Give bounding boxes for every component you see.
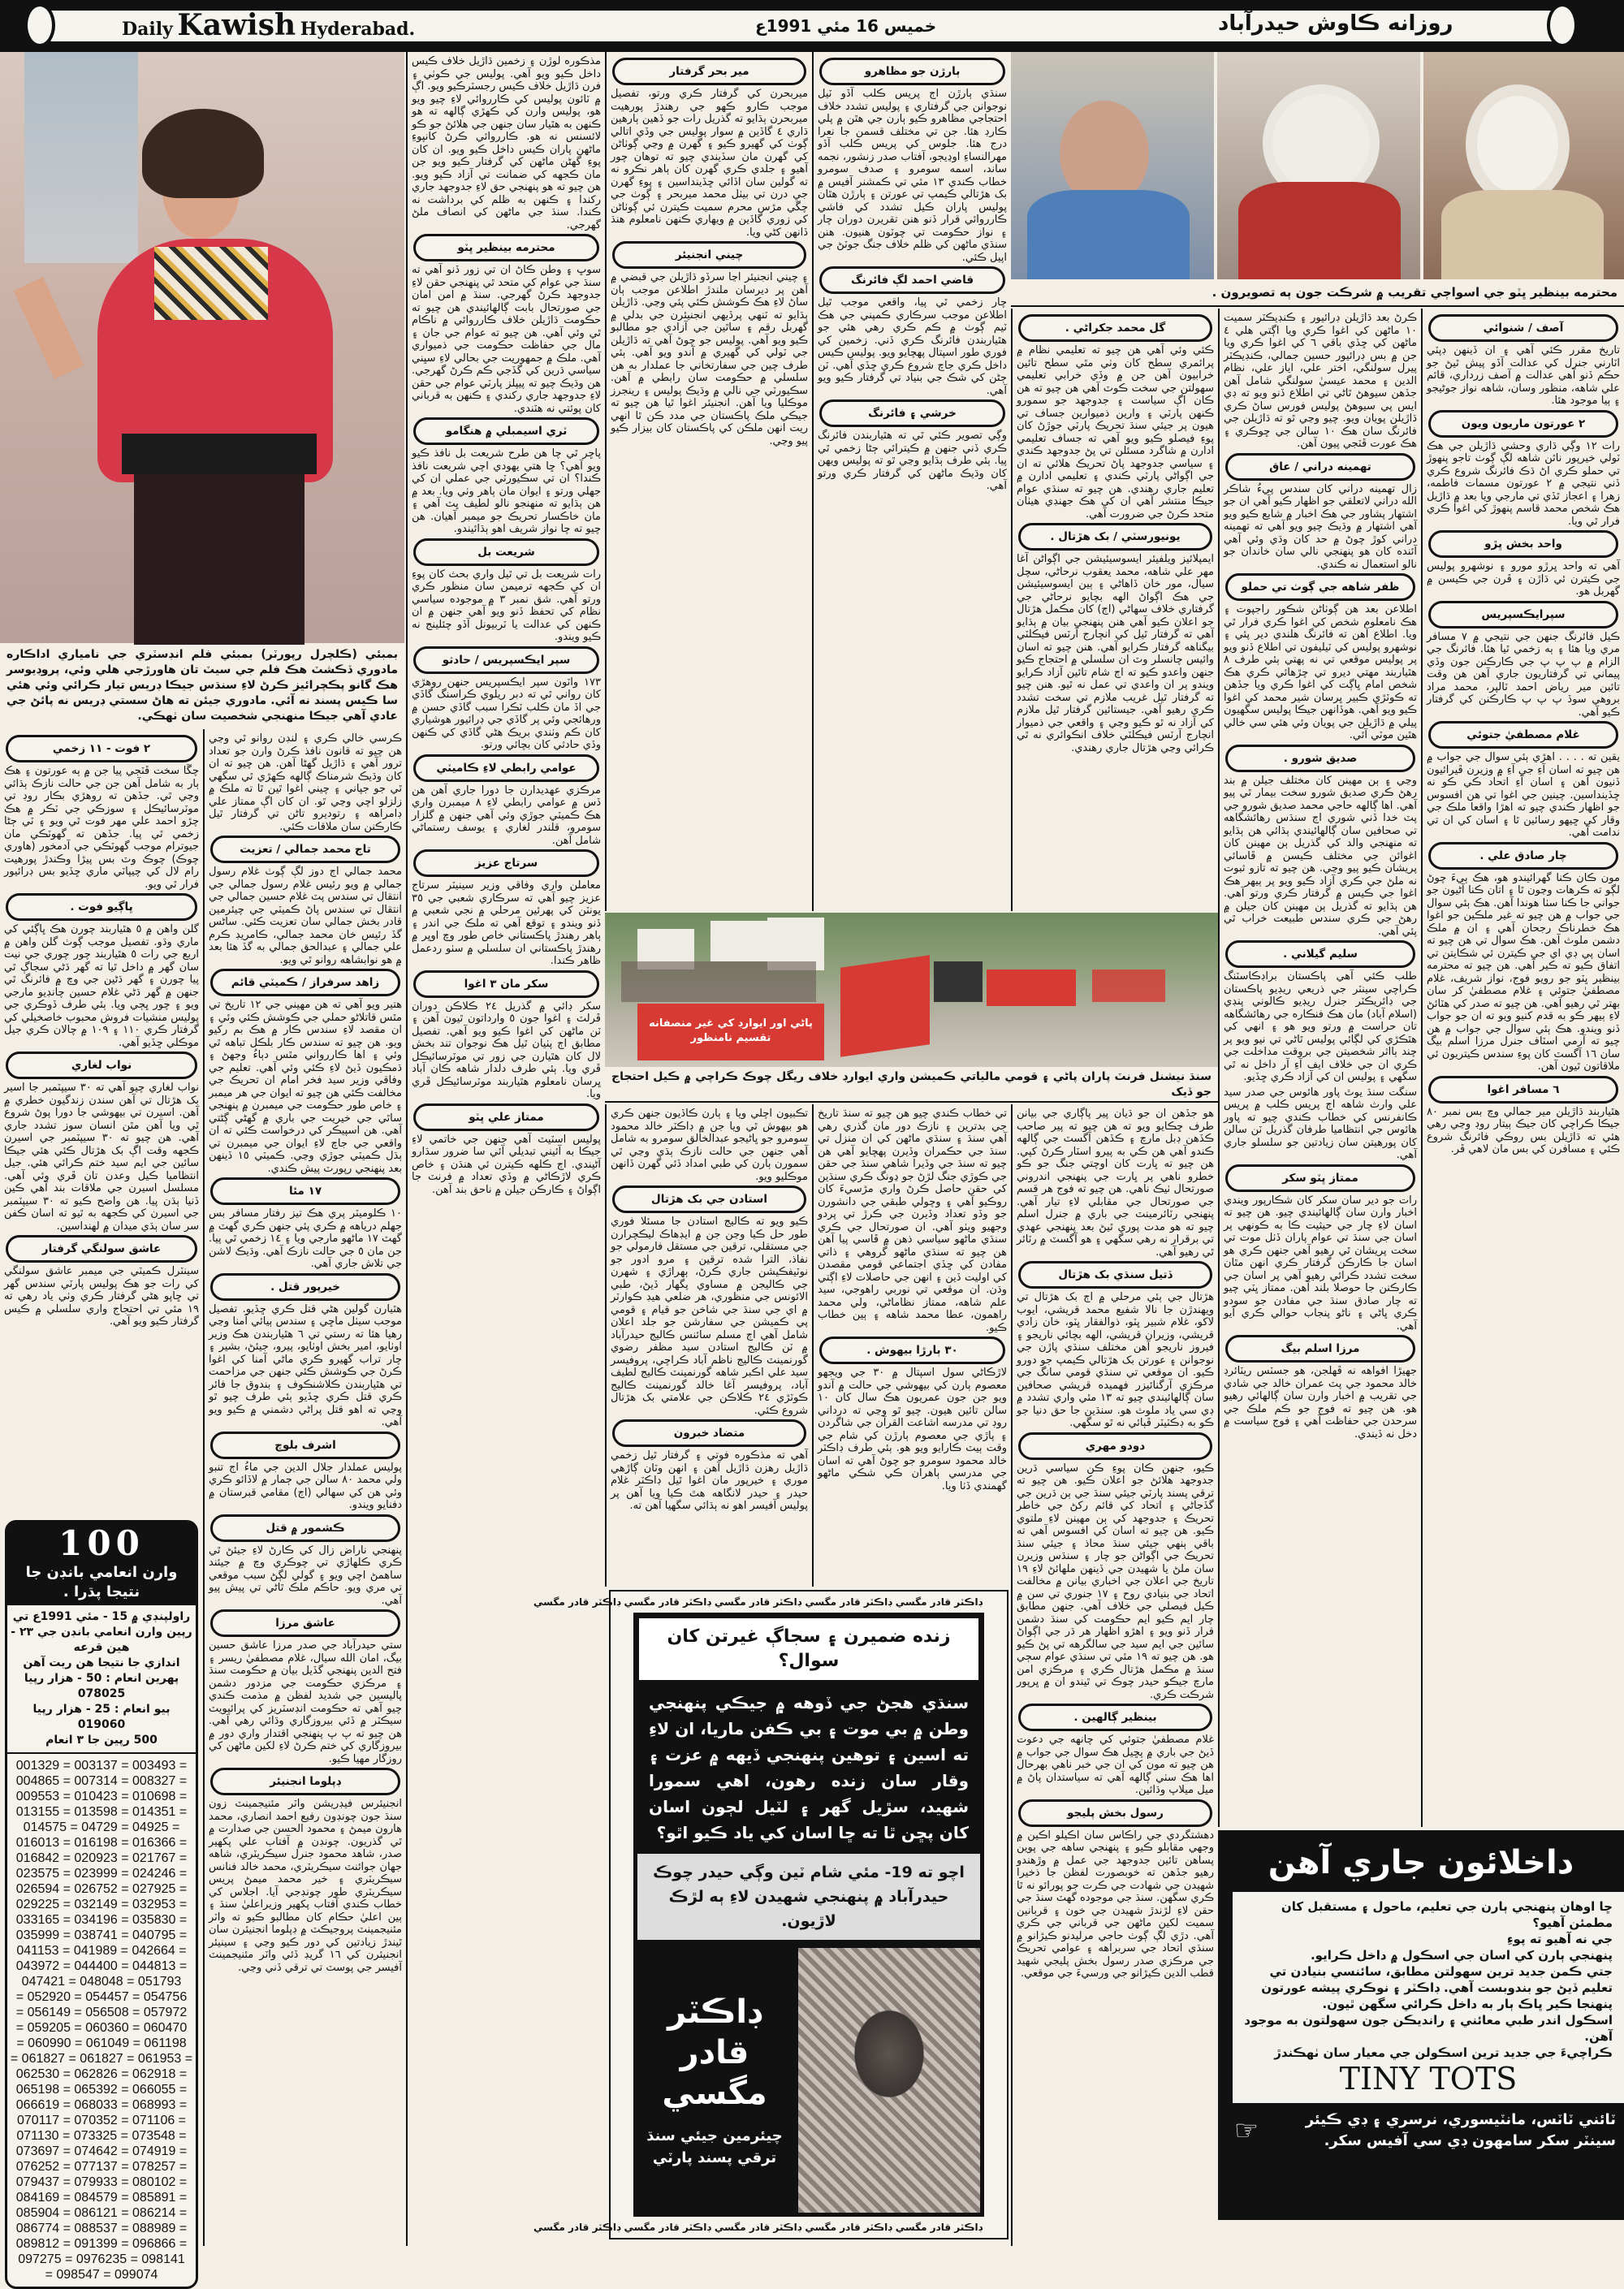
article-body: هٿياربند ڌاڙيلن مير جمالي وچ بس نمبر ٨٠ جيڪا ڪراچي کان جيڪ ٻيتار روڊ وڃي رهي هئي ته ڌاڙيلن بس روڪي فائرنگ شروع ڪئي ۽ مسافرن کي بس مان لاهي ڦر. [1427,1105,1620,1155]
article-headline: ٢ فوت - ١١ زخمي [6,735,197,762]
ad-person-block [637,1948,792,2213]
second-prize-line: ٻيو انعام : 25 - هزار رپيا 019060 [32,1703,171,1731]
article-headline: متضاد خبرون [612,1419,806,1447]
article-headline: استادن جي بک هڙتال [612,1186,806,1213]
article-body: تي خطاب ڪندي چيو هن چيو ته سنڌ تاريخ جي بدترين ۽ نازڪ دور مان گذري رهي آهي سنڌ ۽ سنڌي ماڻهن کي ان منزل تي سنڌ جي حڪمران وڏيرن پهچايو آهي هن چيو ته سنڌ جي وڏيرا شاهي سنڌ جي حقن جي ڪوڙي جنگ لڙڻ جو ڍونگ ڪري سنڌين کي حقن حاصل ڪرڻ واري مڙسيءَ کان روڪيو آهي ۽ وچولي طبقي جي دانشورن جو وڏو تعداد وڏيرن جي ڪرڙ تي پردو وجهيو ويٺو آهي. ان صورتحال جي ڪري سنڌي ماڻهو سياسي ذهن ۾ ڦاسي پيا آهن هن چيو ته سنڌي ماڻهو گروهي ۽ ذاتي مفادن کي ڇڏي اجتماعي قومي مقصدن کي اوليت ڏين ۽ انهن جي حاصلات لاءِ اڳتي وڌن. ان موقعي تي نوربي راهوجي، سيد علم شاهه، ممتاز نظاماڻي، ولي محمد راهمون، عطا محمد شاهه ۽ ٻين خطاب ڪيو. [818,1108,1007,1334]
ornament-circle-icon [1547,3,1578,47]
article-headline: گل محمد جکراڻي . [1018,314,1212,342]
article-body: سکر ڊائي ۾ گذريل ٢٤ ڪلاڪن دوران ڦرلٽ ۽ اغوا جون ٥ وارداتون ٿيون آهن ۽ ٽن ماڻهن کي اغوا ڪيو ويو آهي. تفصيل مطابق اڄ پٺيان ٿيل هڪ نوجوان تند بخش لال کان هٿيارن جي زور تي موٽرسائيڪل ڦري ويا. ٻئي طرف دلدار شاهه ڪان آباد ڀرسان نامعلوم هٿياربند موٽرسائيڪل ڦري ويا. [412,1000,602,1100]
tiny-tots-school-advertisement [1218,1830,1624,2220]
news-column-4 [605,52,812,911]
prize-bond-number-row: = 052920 = 054457 = 054756 [15,1990,188,2004]
article-headline: چار صادق علي . [1428,842,1618,870]
article-body: ۽ چيني انجنيئر اڃا سرڏو ڌاڙيلن جي قبضي ۾ آهن پر ديرسان ملندڙ اطلاعن موجب ٻان ساڻ لاءِ هڪ ڪوشش ڪئي پئي وڃي. ڌاڙيلن ٻڌايو ته ٽنهي پرڏيهي انجنيئرن جي بدلي ۾ گهربل رقم ۽ ساٿين جي آزادي جو مطالبو ڪيو ويو آهي. پوليس جو چوڻ آهي ته ڌاڙيلن جي ٽولي کي گهيري ۾ آندو ويو آهي. ٻئي طرف چين جي سفارتخاني جا عملدار به هن سلسلي ۾ حڪومت سان رابطي ۾ آهن. سڪيورٽي جي نالي ۾ وڌيڪ پوليس ۽ رينجرز موڪليا ويا آهن. انجنيئر اغوا ٿيا هن چيو ته جيڪي ملڪ پاڪستان جي مدد ڪن ٿا انهي ريت انهن ملڪن کي پاڪستان کان بيزار ڪيو پيو وڃي. [611,271,808,447]
prize-bond-number-row: 085904 = 086121 = 086214 = [15,2206,188,2220]
article-body: محمد جمالي اڄ دوز لڳ ڳوٺ غلام رسول جمالي ۾ ويو رئيس غلام رسول جمالي جي انتقال تي سندس پٽ غلام حسين جمالي جي انتقال تي سندس پاڻ ڪميٽي جي چيئرمين قادر بخش جمالي سان تعزيت ڪئي. ساڻس گڏ رئيس خان محمد جمالي، ڪامريڊ ڪرم علي جمالي ۽ عبدالحق جمالي به گڏ هئا بعد ۾ هو نوابشاهه روانو ٿي ويو. [209,866,402,966]
article-body: سنڌي ٻارڙن اڄ پريس ڪلب آڏو ٽيل نوجوانن جي گرفتاري ۽ پوليس تشدد خلاف احتجاجي مظاهرو ڪيو ٻارن جي هٿن ۾ پلي ڪارڊ هئا. جن تي مختلف قسمن جا نعرا درج هئا. جلوس کي پريس ڪلب آڏو مهرالنساءِ اوڍيجو، آفتاب صدر زنشور، نجمه ساند، اسمه سومرو ۽ صدف سومرو خطاب ڪندي ١٣ مئي تي ڪمشنر آفيس ۾ بک هڙتالي ڪيمپ تي عورتن ۽ ٻارڙن هٿان پوليس پاران ڪيل تشدد کي فاشي ڪارروائي قرار ڏنو هنن تقريرن دوران چار ۽ نواز حڪومت تي چوٽون هنيون. هنن سنڌي ماڻهن کي ظلم خلاف جنگ جوٽڻ جي اپيل ڪئي. [818,88,1007,264]
news-column-11 [1011,1104,1218,2246]
article-body: ڪئي وئي آهي هن چيو ته تعليمي نظام ۾ پرائمري سطح کان وٺي مٿي سطح تائين خرابيون آهن جن ۾ وڏي خرابي تعليمي سهولتن جي سخت ڪوٽ آهي هن چيو ته هن ڪان اڳ سياست ۽ جدوجهد جو سمورو ڪنهن پارٽي ۽ وارين ذميوارين جساف تي هيون پر جيئي سنڌ تحريڪ پارٽي جوڙڻ کان پوءِ فيصلو ڪيو ويو آهي ته جساف تعليمي ادارن ۾ شاگرد مسئلن تي پڻ جدوجهد ڪندي ۽ سياسي جدوجهد پاڻ تحريڪ هلائي ته ان جي اڳواڻي پارٽي ڪندي ۽ تعليمي ادارن ۾ تعليم جاري رهندي. هن چيو ته سنڌي عوام جيڪا منتشر آهي ان کي هڪ جهنڊي هيٺان متحد ڪرڻ جي ضرورت آهي. [1017,344,1214,520]
news-column-1 [0,729,203,1515]
article-headline: نواب لغاري [6,1052,197,1079]
ad-line: ڇا اوهان پنهنجي ٻارن جي تعليم، ماحول ۽ مستقبل کان مطمئن آهيو؟ [1281,1899,1613,1930]
masthead-suffix: Hyderabad. [300,19,416,40]
ad-line: جتي ڪمن جديد ترين سهولتن مطابق، سائنسي بنيادن تي تعليم ڏيڻ جو بندوبست آهي. ڊاڪٽر ۽ نوڪري پيشه عورتون پنهنجا ڪير ڀاڪ ٻار به داخل ڪرائي سگهن ٿيون. [1261,1964,1613,2011]
article-headline: ڏتيل سنڌي بک هڙتال [1018,1261,1212,1289]
prize-bond-number-row: 029225 = 032149 = 032953 = [15,1898,188,1911]
prize-bond-number-row: 062530 = 062826 = 062918 = [15,2067,188,2081]
article-body: هٿيارن گولين هڻي قتل ڪري ڇڏيو. تفصيل موجب سيٺل ماڇي ۽ سندس ٻيائي آمنا وڃي رهيا هئا ته رستي تي ٦ هٿياربندن هڪ وزير اوٺايو، امير بخش اوٺايو، پيرو، جيئڻ، بشير ۽ چار تراب گهيرو ڪري ماڻي آمنا کي اغوا ڪرڻ جي ڪوشش ڪئي جنهن جي مزاحمت تي هٿياربندن ڪلاشنڪوف ۽ بندوق جا فائر ڪري قتل ڪري ڇڏيو ٻئي طرف چيو ٿو وڃي ته اهو قتل پراڻي دشمني ۾ ڪيو ويو آهي. [209,1302,402,1428]
article-headline: يونيورسٽي / بک هڙتال . [1018,523,1212,551]
prize-bond-number-row: 043972 = 044400 = 044813 = [15,1959,188,1973]
actress-photo [0,52,404,643]
prize-bond-number-row: 086774 = 088537 = 088989 = [15,2222,188,2235]
prize-bond-number-row: 071130 = 073325 = 073548 = [16,2129,187,2143]
article-body: ڪرڻ بعد ڌاڙيلن ڊرائيور ۽ ڪنڊيڪٽر سميت ١٠ ماڻهن کي اغوا ڪري ويا اڳتي هلي ٤ ماڻهن کي ڇڏي باقي ٦ کي اغوا ڪري ويا جن ۾ بس ڊرائيور حسين جمالي، ڪنڊيڪٽر پيرل سولنگي، اختر علي، اياز علي، نظام الدين ۽ محمد عيسيٰ سولنگي شامل آهن جڏهن سيوهڻ ٿاڻي تي اطلاع ڏنو ويو ته ڊي ايس پي سيوهڻ پوليس فورس ساڻ ڪري ڌاڙيلن پويان ويو. چيو وڃي ٿو ته ڌاڙيلن جي فائرنگ سان هڪ ١٠ سالن جي ڇوڪري ۽ هڪ عورت ڦٽجي پيون آهن. [1224,312,1417,450]
article-headline: ٢ عورتون ماريون ويون [1428,410,1618,438]
article-body: ڪيل فائرنگ جنهن جي نتيجي ۾ ٧ مسافر مري ويا هئا ۽ ٻه زخمي ٿيا هئا. فائرنگ جي الزام ۾ پ پ پ جي ڪارڪنن جون وڏي پيماني تي گرفتاريون جاري آهن هن وقت تائين مير رياض احمد ٽالپر، محمد مراد بروهي سوڏ پ پ پ ڪارڪنن کي گرفتار ڪيو آهي. [1427,630,1620,719]
benazir-photos-caption: محترمه بينظير ڀٽو جي اسواڄي تقريب ۾ شرڪت جون ٻه تصويرون . [1011,279,1624,307]
article-headline: آصف / شنوائي [1428,314,1618,342]
prize-bond-number-row: 076252 = 077137 = 078257 = [15,2160,188,2174]
article-body: پوليس عملدار جلال الدين جي ماءُ اڄ تنبو ولي محمد ٨٠ سالن جي ڄمار ۾ لاڏائو ڪري وئي هن کي سهالي (اڄ) مقامي قبرستان ۾ دفنايو ويندو. [209,1461,402,1511]
article-body: پوليس اسٽيٽ آهي جنهن جي خاتمي لاءِ جيڪا به آئيني تبديلي آئي سا ضرور سڌارو آڻيندي. اڄ ڪلهه ڪيترن ئي هنڌن ۽ خاص ڪري لاڙڪاڻي ۾ وڏي تعداد ۾ فرنٽ جا اڳواڻ ۽ ڪارڪن جيلن ۾ ناحق بند آهن. [412,1133,601,1196]
actress-photo-caption: بمبئي (ڪلچرل رپورٽر) بمبئي فلم انڊسٽري جي نامياري اداڪاره مادوري ڏڪشٽ هڪ فلم جي سيٽ تان هاورڙجي هلي وئي، پروڊيوسر هڪ گانو پڪچرائيز ڪرڻ لاءِ سنڌس جيڪا ڊريس تيار ڪرائي وئي هئي سا ڪيس پسند نه آئي. مادوري جيئن ته هاڻ سستي ڊريس نه پائڻ جي عادي آهي جيڪا منهنجي شخصيت سان ٺهڪي. [6,648,398,723]
ad-line: اسڪول اندر طبي معائني ۽ رانديڪن جون سهولتون به موجود آهن. [1244,2013,1613,2044]
article-body: پنهنجي ناراض زال کي ڪارڻ لاءِ جيئڻ ٿي ڪري ڪلهاڙي تي چوڪري وچ ۾ جيئند ساهمڻ اچي ويو ۽ گولي لڳڻ سبب موقعي تي مري ويو. حاڪم ملڪ ٿاڻي تي پيش پيو آهي. [209,1544,402,1607]
article-headline: شريعت بل [413,538,599,566]
article-body: ميربحرن کي گرفتار ڪري ورتو، تفصيل موجب ڪارو ڪهو جي رهندڙ پورهيت ميربحرن ٻڌايو ته گذريل رات جو ڏهين ٻارهين ڌاري ٤ گاڏين ۾ سوار پوليس جي وڏي اتالي ڳوٺ کي گهيرو ڪيو ۽ گهرن ۾ وڃي ڳوٺاڻن کي گهرن مان سڏيندي چيو ته توهان چور آهيو ۽ جلدي ڪري گهرن کان ٻاهر نڪرو نه ته گولين سان اڏائي ڇڏينداسين ۽ پوءِ گهرن جي درن تي بيٺل محمد ميربحر ۽ ڳوٺ جي چڱي مڙس محرم سميت ڪيترن ئي ڳوٺاڻن کي زوري گاڏين ۾ ويهاري ڪنهن نامعلوم هنڌ ڏانهن کڻي ويا. [611,88,808,239]
article-body: غلام مصطفيٰ جتوئي کي چانهه جي دعوت ڏيڻ جي باري ۾ پڇيل هڪ سوال جي جواب ۾ هن چيو ته مون کي ان جي خبر ناهي بهرحال اها هڪ سٺي ڳالهه آهي ته سياستدان پاڻ ۾ ميل ميلاپ وڌائين. [1017,1734,1214,1796]
article-headline: ٻارڙن جو مظاهرو [819,58,1005,85]
pointing-hand-icon: ☞ [1233,2114,1259,2147]
article-body: يقين ته . . . . اهڙي ٻئي سوال جي جواب ۾ هن چيو ته اسان آءِ جي آءِ ۾ وزيرن ڦيرائيون ڏنيون آهن ۽ اسان آءِ اتحاد ڪي ڪو نه ڇڏينداسين. چينين جي اغوا تي هن افسوس جو اظهار ڪندي چيو ته اهڙا واقعا ملڪ جي وقار کي ڇيهو رسائين ٿا ۽ اسان کي ان تي ندامت آهي. [1427,751,1620,839]
article-headline: سرتاج عزيز [413,849,599,877]
article-headline: عوامي رابطي لاءِ ڪاميٽي [413,754,599,782]
prize-info-line: اندازي جا نتيجا هن ريت آهن [23,1656,180,1669]
article-body: ڪرسي خالي ڪري ۽ لنڊن روانو ٿي وڃي هن چيو ته قانون نافذ ڪرڻ وارن جو تعداد ترور آهي ۽ ڌاڙيل گهڻا آهن. هن چيو ته ان کان وڌيڪ شرمناڪ ڳالهه ڪهڙي ٿي سگهي ٿي جو جپاني ۽ چيني اغوا ٿين ٿا ته ملڪ ۾ زلزلو اچي وڃي ٿو. ان کان اڳ ممتاز علي ڊامراهه ۽ رتوديرو تاڻن تي گرفتار ٿيل ڪارڪنن سان ملاقات ڪئي. [209,732,402,833]
article-headline: ڀاڳيو فوت . [6,893,197,921]
news-column-5 [812,52,1011,911]
news-column-9 [605,1104,812,1587]
ad-address: ٽائني ٽاٽس، مانٽيسوري، نرسري ۽ ڊي ڪيئر سينٽر سکر سامهون ڊي سي آفيس سکر. [1305,2111,1616,2149]
article-body: ڪيو ويو ته ڪاليج استادن جا مسئلا فوري طور حل ڪيا وڃن جن ۾ ايڊهاڪ ليڪچرارن جي مستقلي، ترقين جي مستقل فارمولي جو نفاذ، الترا شده ترقين ۽ مرو ادور جو نوٽيفڪيشن جاري ڪرڻ، ٻهراڙي ۽ شهرن جي ڪاليجن ۾ مساوي پگهار ڏيڻ، طبي الائونس جي منظوري، هر ضلعي هيڊ ڪوارٽر ۾ اي جي سنڌ جي شاخن جو قيام ۽ قومي پي ڪميشن جي سفارشن جو جلد اعلان شامل آهي اڄ مسلم سائنس ڪاليج حيدرآباد ۾ ٽن ڪاليج استادن سيد مظفر رضوي گورنمينٽ ڪاليج ناظم آباد ڪراچي، پروفيسر سيد علي اڪبر شاهه گورنمينٽ ڪاليج لطيف آباد، پروفيسر آغا خالد گورنمينٽ ڪاليج ڪوٽڙي ٢٤ ڪلاڪن جي علامتي بک هڙتال شروع ڪئي. [611,1216,808,1417]
protest-photo [605,913,1218,1067]
prize-bond-number-row: 001329 = 003137 = 003493 = [15,1759,188,1773]
prize-bond-number-row: 041153 = 041989 = 042664 = [16,1944,187,1958]
news-column-10 [812,1104,1011,1587]
prize-bond-info [7,1605,196,1754]
article-headline: قاضي احمد لڳ فائرنگ [819,266,1005,294]
prize-bond-header [7,1522,196,1605]
prize-bond-denomination: 100 [58,1523,145,1563]
prize-bond-numbers [7,1754,196,2287]
article-body: انجنيئرس فيڊريشن واٽر مئنيجمينٽ زون سنڌ جون چونڊون رفيع احمد انصاري، محمد هارون ميمڻ ۽ محمود الحسن جي صدارت ۾ ٿي گذريون. چونڊن ۾ آفتاب علي پکهير صدر، شاهد محمود جنرل سيڪريٽري، شاهه جهان جوائنٽ سيڪريٽري، محمد خالد فنانس سيڪريٽري ۽ خير محمد ميمڻ پريس سيڪريٽري طور چونڊجي آيا. اجلاس کي خطاب ڪندي آفتاب پکهير وزيراعليٰ سنڌ ۽ ٻين اعليٰ حڪام کان مطالبو ڪيو ته واٽر مئنيجمينٽ پروجيڪٽ ۾ ڊپلوما انجنيئرن سان ٿيندڙ زيادتين کي دور ڪيو وڃي ۽ سينيئر انجنيئرن کي ١٦ گريڊ ڏئي واٽر مئنيجمينٽ آفيسر جي پوسٽ تي ترقي ڏني وڃي. [209,1798,402,1974]
article-body: وڳي تصوير ڪئي ٿي ته هٿياربندن فائرنگ ڪري ڏني جنهن ۾ ڪيترائي ڄڻا زخمي ٿي پيا. ٻئي طرف ٻڌايو وڃي ٿو ته پوليس ويهن کان وڌيڪ ماڻهن کي گرفتار ڪري ورتو آهي. [818,430,1007,492]
article-body: نواب لغاري چيو آهي ته ٣٠ سيپٽمبر جا اسير بک هڙتال تي آهن سندن زندگيون خطري ۾ آهن. اسيرن تي بيهوشي جا دورا پوڻ شروع ٿي ويا آهن مٿن انسان سوز تشدد جاري آهي. هن چيو ته ٣٠ سيپٽمبر جي اسيرن ڪجهه وقت اڳ بک هڙتال ڪئي هئي جيڪا سائين جي ايم سيد ختم ڪرائي هئي. جيل انتظاميا ڪيل وعدن تان ڦري وئي آهي. مسلسل اسيرن جي ملاقات بند آهي ڪين ڏنيا ٻڌن پيا. هن واضح ڪيو ته ٣٠ سيپٽمبر جي اسيرن کي ڪجهه به ٿيو ته اسان ڪفن سر سان ٻڌي ميدان ۾ لهنداسين. [4,1082,199,1233]
prize-bond-number-row: = 098547 = 099074 [45,2268,158,2282]
masthead [0,0,1624,52]
ad-portrait-row [637,1948,980,2213]
article-body: پاڇر ٿي چا هن طرح شريعت بل نافذ ڪيو ويو آهي؟ ڇا هتي يهودي اچي شريعت نافذ ڪندا؟ ان تي سڪيورٽي جي عملي ان کي جهلي ورتو ۽ ايوان مان ٻاهر وٺي ويا. بعد ۾ هن ٻڌايو ته منهنجو نالو لطيف ڀٽ آهي ۽ مان خاڪسار تحريڪ جو ميمبر آهيان. هن چيو ته چا نواز شريف اهو ٻڌائيندو. [412,447,601,535]
ad-line: جي نه آهيو ته پوءِ [1506,1932,1613,1946]
prize-info-line: رپين وارن انعامي بانڊن جي ٢٣ - هين قرعه [11,1626,192,1654]
article-headline: واحد بخش ڀڙو [1428,530,1618,558]
article-body: دهشتگردي جي راڪاس سان اڪيلو اڪين ۾ وجهي مقابلو ڪيو ۽ پنهنجي ساهه جي پوين پساهن تائين جدوجهد جي عمل ۾ وڙهندو رهيو جڏهن ته خوبصورت لفظن جا ذخيرا شهيدن جي شهادت جي ڪرت جو پورائو نه ٿا ڪري سگهن. سنڌ جي موجوده گهٽ سنڌ جي حقن لاءِ لڙندڙ شهيدن جي خون ۽ قربانين سميت لکين ماڻهن جي قرباني جي ڪري آهي. دڙي لڳ ڳوٺ حاجي مرليدنو ڪيڙانو ۾ سنڌي اتحاد جي سربراهه ۽ عوامي تحريڪ جي مرڪزي صدر رسول بخش پليجي شهيد قطب الدين ڪيڙانو جي ورسيءَ جي موقعي. [1017,1829,1214,1980]
prize-bond-number-row: 047421 = 048048 = 051793 [21,1975,182,1989]
prize-bond-number-row: 097275 = 0976235 = 098141 [18,2252,185,2266]
prize-bond-number-row: 014575 = 04729 = 04925 = [23,1820,180,1834]
ornament-circle-icon [24,3,55,47]
article-body: زال تهمينه دراني کان سندس پيءُ شاڪر الله دراني لاتعلقي جو اظهار ڪيو آهي ان جو اشتهار پشاور جي هڪ اخبار ۾ شايع ڪيو ويو آهي اشتهار ۾ وڌيڪ چيو ويو آهي ته تهمينه دراني کوڙ چوڻ ۾ حد کان وڌي وئي آهي آئنده کان هو پنهنجي نالي سان خاندان جو نالو استعمال نه ڪندي. [1224,482,1417,571]
article-headline: صديق شورو . [1225,745,1415,772]
qadir-magsi-advertisement [533,1590,1009,2239]
ad-headline: زنده ضميرن ۽ سجاڳ غيرتن کان سوال؟ [637,1617,980,1682]
article-body: رات ١٢ وڳي ڌاري وحشي ڌاڙيلن جي هڪ ٽولي خيرپور ناٿن شاهه لڳ ڳوٺ تاجو پنهوڙ تي حملو ڪري اڻ ڌڪ فائرنگ شروع ڪري ڏني نتيجي ۾ ٢ عورتون مسمات فاطمه، زهرا ۽ اعجاز ٿڏي تي مارجي ويا بعد ۾ ڌاڙيل هڪ شخص محمد قاسم پنهوڙ کي اغوا ڪري فرار ٿي ويا. [1427,439,1620,528]
article-body: تڪبيون اچلي ويا ۽ ٻارن ڪاڏيون جنهن ڪري هو بيهوش ٿي ويا جن ۾ ڊاڪٽر خالد محمود سومرو جو ڀاڻيجو عبدالخالق سومرو به شامل آهي جنهن جي حالت نازڪ ٻڌي وڃي ٿي سمورن ٻارن کي طبي امداد ڏئي گهرن ڏانهن موڪليو ويو. [611,1108,808,1183]
prize-bond-number-row: 073697 = 074642 = 074919 = [15,2144,188,2158]
article-body: هو جڏهن ان جو ڌيان پير پاڳاري جي بيانن طرف ڇڪايو ويو ته هن چيو ته پير صاحب ڪڏهن ڊبل مارچ ۽ ڪڏهن آگسٽ جي ڳالهه ڪندو آهي هن ڪي به پيرو اسٽار ڪرڻ کپي. هن چيو ته ڀارت کان اوچتي جنگ جو ڪو خطرو ناهي پر ڀارت جي پنهنجي اندروني صورتحال ٺيڪ ناهي. هن چيو ته فوج هر قسم جي صورتحال جي مقابلي لاءِ تيار آهي. پنهنجي رٽائرمينٽ جي باري ۾ جنرل اسلم چيو ته هو مدت پوري ٿيڻ بعد پنهنجي عهدي تي برقرار نه رهي سگهي ۽ هو آگسٽ ۾ رٽائر ٿي رهيو آهي. [1017,1108,1214,1259]
prize-info-line: راولپنڊي ۾ 15 - مئي 1991ع تي [12,1610,191,1623]
article-body: ايمپلائيز ويلفيئر ايسوسيئيشن جي اڳواڻن آغا مهر علي شاهه، محمد يعقوب نرحاڻي، سچل سيال، مور خان ڏاهاڻي ۽ ٻين ايسوسيئيشن جي هڪ اڳواڻ الهه بچايو نرحاڻي جي گرفتاري خلاف سهاڻي (اڄ) کان مڪمل هڙتال جو اعلان ڪيو آهي هنن پنهنجي بيان ۾ ٻڌايو آهي ته گرفتار ٿيل کي انچارج آرٽس فيڪلٽي بيگناهه گرفتار ڪرايو آهي. هنن چيو ته اسان وائيس چانسلر وٽ ان سلسلي ۾ احتجاج ڪيو جنهن واعدو ڪيو ته اڄ شام تائين آزاد ڪرايو ويندو پر ان واعدي تي عمل نه ٿيو. هنن چيو ته گرفتار ٿيل غريب ملازم تي سخت تشدد ڪري رهيو آهي. جيستائين گرفتار ٿيل ملازم کي آزاد نه ٿو ڪيو وڃي ۽ واقعي جي ذميوار انچارج آرٽس فيڪلٽي خلاف انڪوائري نه ٿي ڪرائي وڃي هڙتال جاري رهندي. [1017,553,1214,754]
prize-bond-number-row: 065198 = 065392 = 066055 = [15,2083,188,2097]
article-body: لاڙڪاڻي سول اسپتال ۾ ٣٠ جي ويجهو معصوم ٻارن کي بيهوشي جي حالت ۾ آندو ويو جن جون عمريون هڪ سال کان ١٠ سالن تائين هيون. چيو ٿو وڃي ته درداني روڊ تي مدرسه اشاعت القرآن جي شاگردن ۽ پاڙي جي معصوم ٻارڙن کي شام جي وقت ٻيٽ ڪارايو ويو هو. ٻئي طرف ڊاڪٽر خالد محمود سومرو جو چوڻ آهي ته اسان جي مدرسي ٻاهران ڪي شڪي ماڻهو گهمندي ڏٺا ويا. [818,1367,1007,1492]
article-body: سنگت سنڌ يوٿ پاور هائوس جي صدر سيد علي وارث شاهه اڄ پريس ڪلب ۾ پريس ڪانفرنس کي خطاب ڪندي چيو ته پاور هائوس جي انتظاميا طرفان گذريل ٽن سالن کان پورهيتن سان زيادتين جو سلسلو جاري آهي. [1224,1086,1417,1161]
prize-bond-number-row: 004865 = 007314 = 008327 = [15,1774,188,1788]
first-prize-line: پهرين انعام : 50 - هزار رپيا 078025 [24,1672,179,1700]
article-body: مون ڪان ڪنا گهرائيندو هو، هڪ ٻيءَ چوڻ لڳو ته ڪرهات وڃون ٿا ۽ اتان ڪنا آڻيون جو جواني جا ڪنا سٺا هوندا آهن. هڪ ٻئي سوال جي جواب ۾ هن چيو ته غير ملڪين جو اغوا هڪ خطرناڪ رجحان آهي ۽ ان ۾ ملڪ دشمن ملوث آهن. هڪ سوال تي هن چيو ته اسان پي ڊي اي جي ڪيترن ئي شڪايتن تي اتفاق ڪيو ته ڪير آهي. هن چيو ته محترمه بينظير ڀٽو جو رويو فوج، نواز شريف، غلام مصطفيٰ جتوئي ۽ غلام مصطفيٰ کر سان بهتر ٿي رهيو آهي. هن چيو ته صدر کي هٽائڻ لاءِ ٻيهر ڪو به قدم کنيو ويو ته ان جو جواب ڏنو ويندو. هڪ ٻئي سوال جي جواب ۾ هن چيو ته آرمي اسٽاف جنرل مرزا اسلم بيگ سان ١٦ آگسٽ کان پوءِ سندس ڪيتريون ئي ملاقاتون ٿيون آهن. [1427,871,1620,1073]
article-headline: چيني انجنيئر [612,241,806,269]
prize-bond-number-row: 070117 = 070352 = 071106 = [16,2114,187,2127]
article-body: چڱا سخت ڦٽجي پيا جن ۾ ٻه عورتون ۽ هڪ ٻار به شامل آهن جن جي حالت نازڪ ٻڌائي وڃي ٿي. جڏهن ته روهڙي بڪار روڊ تي موٽرسائيڪل ۽ سوزڪي جي ٽڪر ۾ هڪ چڙو احمد علي مهر فوت ٿي ويو ۽ ٽي ڄڻا زخمي ٿي پيا. جڏهن ته گهوٽڪي مان جيوترام موجب گهوٽڪي جي آدمخور (هاوري چوڪ) چوڪ وٽ بس پيڙا وڪندڙ پورهيت رام لال کي چيپاٽي ماري ڇڏيو بس ڊرائيور فرار ٿي ويو. [4,765,199,891]
article-headline: تهمينه دراني / عاق [1225,453,1415,481]
ad-admissions-title: داخلائون جاري آهن [1268,1844,1574,1881]
article-body: وڃي ۽ ٻن مهينن کان مختلف جيلن ۾ بند رهڻ ڪري صديق شورو سخت بيمار ٿي پيو آهي. اها ڳالهه حاجي محمد صديق شورو جي پٽ خدا ڏني شوري اڄ سنڌس رهائشگاهه تي صحافين سان ڳالهائيندي ٻڌائي هن ٻڌايو ته منهنجي والد کي گذريل ٻن مهينن کان اغوائن جي مختلف ڪيسن ۾ ڦاسائي پريشان ڪيو پيو وڃي. هن چيو ته تازو ثبوت نه ملڻ جي ڪري آزاد ڪيو ويو پر ٻيهر هڪ اغوا جي ڪيس ۾ گرفتار ڪري ورتو آهي. هن ٻڌايو ته گذريل ٻن مهينن کان جيلن ۾ رهڻ جي ڪري سندس طبيعت خراب ٿي پئي آهي. [1224,774,1417,938]
news-column-8 [1421,309,1624,1827]
prize-bond-title: وارن انعامي بانڊن جا نتيجا پڌرا . [25,1564,178,1600]
article-headline: مير بحر گرفتار [612,58,806,85]
article-headline: ممتاز علي ڀٽو [413,1103,599,1131]
article-headline: ١٧ مئا [210,1177,400,1205]
article-body: رات شريعت بل تي ٿيل واري بحث کان پوءِ ان کي ڪجهه ترميمن سان منظور ڪري ورتو آهي. شق نمبر ٣ ۾ موجوده سياسي نظام کي تحفظ ڏنو ويو آهي جنهن ۾ ان ڪنهن کي عدالت يا ٽربيونل آڏو چئلينج نه ڪيو ويندو. [412,568,601,643]
ad-footer [1218,2110,1624,2152]
article-headline: سپرايڪسپريس [1428,601,1618,628]
prize-bond-results-box [5,1520,198,2289]
prize-bond-number-row: = 056149 = 056508 = 057972 [15,2006,188,2019]
article-body: مرڪزي عهديدارن جا دورا جاري آهن هن ڏس ۾ عوامي رابطي لاءِ ٨ ميمبرن واري هڪ ڪميٽي جوڙي وئي آهي جنهن ۾ گلزار سومرو، قلندر لغاري ۽ يوسف رستماڻي شامل آهن. [412,784,601,847]
ad-border-text: ڊاڪٽر قادر مگسي ڊاڪٽر قادر مگسي ڊاڪٽر قادر مگسي ڊاڪٽر قادر مگسي ڊاڪٽر قادر مگسي [533,2222,983,2233]
prize-bond-number-row: 079437 = 079933 = 080102 = [15,2175,188,2189]
masthead-name: Kawish [177,8,296,42]
article-headline: ٽري اسيمبلي ۾ هنگامو [413,417,599,445]
prize-bond-number-row: = 060990 = 061049 = 061198 [16,2036,187,2050]
article-body: ١٧٣ واٽون سپر ايڪسپريس جنهن روهڙي کان رواني ٿي ته دبر ريلوي ڪراسنگ گاڏي جي اڏ مان ڪلب ٽڪرا سبب گاڏي حسن ۾ ورهائجي وئي پر گاڏي جي ڊرائيور هوشياري کان ڪم وٺندي بريڪ هڻي گاڏي کي ڪنهن وڏي حادثي کان بچائي ورتو. [412,676,601,751]
prize-bond-number-row: = 059205 = 060360 = 060470 [15,2021,188,2035]
article-headline: مرزا اسلم بيگ [1225,1335,1415,1363]
article-body: مذڪوره لوڙن ۽ زخمين ڌاڙيل خلاف ڪيس داخل ڪيو ويو آهي. پوليس جي ڪوٺي ۽ فرن ڌاڙيل خلاف ڪيس رجسٽرڪيو ويو. اڳ ۾ ٽائون پوليس کي ڪارروائي لاءِ چيو ويو هو، پوليس وارن کي ڪهڙي ڳالهه ته هو ڪنهن به هٿيار سان جنهن جي هلائڻ جو ڪو لائسنس نه هو. ڪارروائي ڪرڻ کانپوءِ ماڻهن پاران ڪيس داخل ڪيو ويو. ان کان پوءِ گهڻن ماڻهن کي گرفتار ڪيو ويو جن مان ڪجهه کي ضمانت تي آزاد ڪيو ويو. هن چيو ته هو پنهنجي حق لاءِ جدوجهد جاري رکندا ۽ ڪنهن به ظلم کي برداشت نه ڪندا. سنڌ جي ماڻهن کي انصاف ملڻ گهرجي. [412,55,601,231]
article-headline: زاهد سرفراز / ڪميٽي قائم [210,969,400,996]
article-headline: ڊپلوما انجنيئر [210,1768,400,1795]
article-body: هتير ويو آهي ته هن مهيني جي ١٢ تاريخ تي مٿس قاتلاڻو حملي جي ڪوشش ڪئي وئي ۽ ان مقصد لاءِ سندس ڪار ۾ هڪ بم رکيو ويو. هن چيو ته سندس ڪار بلڪل تباهه ٿي وئي ۽ اها ڪاررواني مٿس دٻاءُ وجهڻ ۽ ڌمڪيون ڏيڻ لاءِ ڪئي وئي آهي. تعليم جي وفاقي وزير سيد فخر امام ان تحريڪ جي مخالفت ڪئي هن چيو ته ايوان جي هر ميمبر ۽ خاص طور حڪومت جي ميمبرن ۾ پنهنجي ساٿي جي خيريت جي باري ۾ گهڻي ڳڻتي آهي. هن اسپيڪر کي درخواست ڪئي ته ان واقعي جي جاچ لاءِ ايوان جي ميمبرن تي ٻڌل ڪميٽي جوڙي وڃي. ڪميٽي ١٥ ڏينهن بعد پنهنجي رپورٽ پيش ڪندي. [209,999,402,1175]
prize-bond-number-row: 026594 = 026752 = 027925 = [15,1882,188,1896]
article-headline: دودو مهري [1018,1432,1212,1460]
article-headline: تاج محمد جمالي / تعزيت [210,836,400,863]
prize-bond-number-row: 016013 = 016198 = 016366 = [15,1836,188,1850]
prize-bond-number-row: 023575 = 023999 = 024246 = [15,1867,188,1881]
prize-bond-number-row: 089812 = 091399 = 096866 = [15,2237,188,2251]
article-body: ڪيو، جنهن ڪان پوءِ ڪن سياسي ڌرين جدوجهد هلائڻ جو اعلان ڪيو. هن چيو ته ترقي پسند پارٽي جيئي سنڌ جي ٻن ڌرين جي گڏجاڻي ۽ اتحاد کي قائم رکڻ جي خاطر تحريڪ ۽ جدوجهد کي ٻن مهينن لاءِ ملتوي ڪيو. هن چيو ته اسان کي افسوس آهي ته باقي ٻنهي جيئي سنڌ محاذ ۽ جيئي سنڌ تحريڪ جي اڳواڻن جو چار ۽ سنڌس وزيرن سان ملڻ يا شهيدن جي ڏينهن ملهائڻ لاءِ ١٩ تاريخ جي اعلان جي اخباري بيانن ۾ مخالفت اتحاد جي بنيادي روح ۽ ١٧ جنوري تي سن ۾ ڪيل فيصلي جي خلاف آهي. جنهن مطابق چار ايم ڪيو ايم حڪومت کي سنڌ دشمن قرار ڏنو ويو ۽ اهڙو اظهار هر ڌر جي اڳواڻ سائين جي ايم سيد جي سالگرهه تي پڻ ڪيو هو. هن چيو ته ١٩ مئي تي سنڌي عوام سڄي سنڌ ۾ مڪمل هڙتال ڪري ۽ مرڪزي امن مارچ جيڪو حيدر چوڪ تي ٿيندو ان ۾ ڀرپور شرڪت ڪري. [1017,1462,1215,1701]
protest-photo-caption: سنڌ نيشنل فرنٽ پاران پاڻي ۽ قومي مالياتي ڪميشن واري ايوارڊ خلاف ريگل چوڪ ڪراچي ۾ ڪيل احتجاج جو ڏيک [605,1067,1218,1103]
article-headline: رسول بخش پليجو [1018,1799,1212,1827]
prize-bond-number-row: 084169 = 084579 = 085891 = [15,2191,188,2205]
ad-body: سنڌي هجڻ جي ڏوهه ۾ جيڪي پنهنجي وطن ۾ بي موت ۽ بي ڪفن ماريا، ان لاءِ ته اسين ۽ توهين پنهنجي ڏيهه ۾ عزت ۽ وقار سان زنده رهون، اهي سمورا شهيد، سڙيل گهر ۽ لٽيل لڄون اسان کان پڇن ٿا ته ڇا اسان کي ياد ڪيو اٿو؟ [649,1693,969,1842]
article-body: چار زخمي ٿي پيا، واقعي موجب ٿيل اطلاعن موجب سرڪاري ڪمپني جي هڪ ٽيم ڳوٺ ۾ ڪم ڪري رهي هئي جو هٿياربندن فائرنگ ڪري ڏني. زخمين کي فوري طور اسپتال پهچايو ويو. پوليس ڪيس داخل ڪري جاچ شروع ڪري ڇڏي آهي. ٽن ڄڻن کي شڪ جي بنياد تي گرفتار ڪيو ويو آهي. [818,296,1007,397]
ad-call-to-action: اچو ته 19- مئي شام ٽين وڳي حيدر چوڪ حيدرآباد ۾ پنهنجي شهيدن لاءِ ٻه لڙڪ لاڙيون. [637,1854,980,1940]
ad-line: پنهنجي ٻارن کي اسان جي اسڪول ۾ داخل ڪرايو. [1310,1948,1613,1963]
article-headline: ٣٠ ٻارڙا بيهوش . [819,1337,1005,1364]
masthead-english-title [122,8,416,42]
masthead-prefix: Daily [122,19,173,40]
article-body: هڙتال جي ٻئي مرحلي ۾ اڄ بک هڙتال تي ويهندڙن جا نالا شفيع محمد قريشي، ايوب لاکو، غلام شبير ڀٽو، ذوالفقار ڀٽو، خان زادي قريشي، وزيران قريشي، الهه بچائي ناريجو ۽ فيروز ناريجو آهن مختلف سنڌي پاڙن جي نوجوانن ۽ عورتن بک هڙتالي ڪيمپ جو دورو ڪيو. ان موقعي تي سنڌي قومي سانگ جي مرڪزي آرگنائيزر فهميده قريشي صحافين سان ڳالهائيندي چيو ته ١٣ مئي واري تشدد ۾ ڊي سي ياد ملوث هو. سنڌين جا حق دنيا جو ڪو به ڊڪٽيٽر ڦٻائي نه ٿو سگهي. [1017,1291,1214,1429]
ad-border-text: ڊاڪٽر قادر مگسي ڊاڪٽر قادر مگسي ڊاڪٽر قادر مگسي ڊاڪٽر قادر مگسي ڊاڪٽر قادر مگسي [533,1596,983,1608]
prize-bond-number-row: 013155 = 013598 = 014351 = [15,1805,188,1819]
article-headline: سکر مان ٣ اغوا [413,970,599,998]
prize-bond-number-row: 016842 = 020923 = 021767 = [15,1851,188,1865]
article-headline: عاشق مرزا [210,1609,400,1637]
prize-bond-number-row: 009553 = 010423 = 010698 = [15,1790,188,1803]
prize-bond-number-row: 033165 = 034196 = 035830 = [15,1913,188,1927]
article-headline: محترمه بينظير ڀٽو [413,234,599,261]
article-body: ١٠ ڪلوميٽر پري هڪ تيز رفتار مسافر بس جهلم درياهه ۾ ڪري پئي جنهن ڪري گهٽ ۾ گهٽ ١٧ ماڻهو مارجي ويا ۽ ١٤ زخمي ٿي پيا. جن مان ٥ جي حالت نازڪ آهي. وڌيڪ لاشن جي تلاش جاري آهي. [209,1207,402,1270]
article-body: گلن واهن ۾ ٥ هٿياربند چورن هڪ ڀاڳئي کي ماري وڌو. تفصيل موجب ڳوٺ گلن واهن ۾ اربع جي رات ٥ هٿياربند چور چوري جي نيت سان گهر ۾ داخل ٿيا ته گهر ڌڻي سجاڳ ٿي پيا چورن ۽ گهر ڌڻين جي وچ ۾ فائرنگ ٿي جنهن ۾ گهر ڌڻي غلام حسين چانڊيو مارجي ويو ۽ چور ڀڄي ويا. ٻئي طرف ڏوڪري جي پوليس منشيات فروش محبوب خاصخيلي کي گرفتار ڪري ١١٠ ۽ ١٠٩ ۾ چالان ڪري جيل موڪلي ڇڏيو آهي. [4,923,199,1049]
article-body: آهي ته مذڪوره فوتي ۽ گرفتار ٿيل زخمي ڌاڙيل رهزن ڌاڙيل آهن ۽ انهن وٽان ڳاڙهي موري ۽ خيرپور مان اغوا ٿيل ڊاڪٽر غلام حيدر ۽ حيدر لانگاهه هٿ ڪيا ويا آهن پر پوليس آفيسر اهو نه ٻڌائي سگهيا آهن ته. [611,1449,808,1512]
article-headline: ٦ مسافر اغوا [1428,1076,1618,1103]
article-headline: غلام مصطفيٰ جتوئي [1428,721,1618,749]
article-headline: عاشق سولنگي گرفتار [6,1235,197,1263]
article-body: طلب ڪئي آهي پاڪستان براڊڪاسٽنگ ڪراچي سينٽر جي ذريعي ريڊيو پاڪستان جي ڊائريڪٽر جنرل ريڊيو ڪالوني پنڊي (اسلام آباد) مان هڪ فنڪاره جي رهائشگاهه تان حراست ۾ ورتو ويو هو ۽ انهي کي هٿڪڙي کي لڳائي پوليس ٿاڻي تي نيو ويو پر چند ٻااثر شخصيتن جي بروقت مداخلت جي ڪري ان جي خلاف ايف آءِ آر داخل نه ٿي سگهي ۽ پوليس ان کي آزاد ڪري ڇڏيو. [1224,970,1417,1083]
protest-banner: پاڻي اور ايوارڊ کي غير منصفانه تقسيم نامنظور [637,1004,824,1060]
masthead-sindhi-title: روزانه ڪاوش حيدرآباد [1218,11,1453,36]
ad-person-name: ڊاڪٽر قادر مگسي [662,1993,767,2112]
news-column-2 [203,729,406,2246]
prize-bond-number-row: = 061827 = 061827 = 061953 = [10,2052,193,2066]
ad-line: ڪراچيءَ جي جديد ترين اسڪولن جي معيار سان ٺهڪندڙ [1274,2045,1613,2060]
article-headline: ظفر شاهه جي ڳوٺ تي حملو [1225,573,1415,601]
ad-person-role: چيئرمين جيئي سنڌ ترقي پسند پارٽي [646,2127,783,2166]
article-headline: بينظير ڳالهين . [1018,1704,1212,1731]
ad-portrait-photo [798,1948,980,2213]
article-body: رات جو دير سان سکر کان شڪارپور ويندي اخبار وارن سان ڳالهائيندي چيو. هن چيو ته اسان لاءِ چار جي حيثيت ڪا به ڪونهي پر اسان جي سنڌ تي عوام پاران ڏٺل موت تي سخت پريشان ٿي رهيو آهي جنهن ڪري هو اسان جا ڪارڪن گرفتار ڪري انهن مٿان سخت تشدد ڪرائي رهيو آهي پر اسان جي ڪارڪنن جا حوصلا بلند آهن. ممتاز ڀٽي چيو ته چار صادق سنڌ جي مفادن جو سودو ڪري ڀاڻي ۽ ناڻو پنجاب حوالي ڪري آيو آهي. [1224,1194,1417,1332]
issue-date: خميس 16 مئي 1991ع [755,16,937,36]
article-body: ستي حيدرآباد جي صدر مرزا عاشق حسين بيگ، امان الله سيال، غلام مصطفيٰ ريسر ۽ فتح الدين پنهنجي گڏيل بيان ۾ حڪومت سنڌ ۽ مرڪزي حڪومت جي مزدور دشمن پاليسين جي شديد لفظن ۾ مذمت ڪندي چيو آهي ته حڪومت انڊسٽريز کي پرائيويٽ سيڪٽر ۾ ڏئي بيروزگاري وڌائي رهي آهي. هن چيو ته پ پ پنهنجي اقتدار واري دور ۾ بيروزگاري کي ختم ڪرڻ لاءِ لکين ماڻهن کي روزگار مهيا ڪيو. [209,1639,402,1765]
prize-bond-number-row: 066619 = 068033 = 068993 = [15,2098,188,2112]
benazir-event-photos [1011,52,1624,279]
article-headline: خرشي ۽ فائرنگ [819,399,1005,427]
article-headline: ممتاز ڀٽو سکر [1225,1164,1415,1192]
article-headline: خيرپور قتل . [210,1273,400,1301]
article-headline: اشرف بلوچ [210,1432,400,1459]
article-headline: سليم گيلاني . [1225,940,1415,968]
article-headline: سپر ايڪسپريس / حادثو [413,646,599,674]
article-body: تاريخ مقرر ڪئي آهي ۽ ان ڏينهن ڊپٽي اٽارني جنرل کي عدالت آڏو پيش ٿيڻ جو حڪم ڏنو آهي عدالت ۾ آصف زرداري، قائم علي شاهه، منظور وسان، شاهه نواز جوڻيجو ۽ ٻيا موجود هئا. [1427,344,1620,407]
news-column-6 [1011,309,1218,911]
article-body: آهي ته واحد ڀرڙو مورو ۽ نوشهرو پوليس جي ڪيترن ئي ڌاڙن ۽ ڦرن جي ڪيسن ۾ گهربل هو. [1427,560,1620,598]
ad-inner-panel [633,1613,984,2217]
third-prize-line: 500 رپين جا ٣ انعام [45,1734,158,1747]
ad-brand-name: TINY TOTS [1339,2061,1518,2097]
article-body: اطلاعن بعد هن ڳوٺاڻن شڪور راجپوت ۽ هڪ نامعلوم شخص کي اغوا ڪري فرار ٿي ويا. اطلاع آهن ته فائرنگ هلندي دير پئي ۽ نوشهرو پوليس کي ٽيليفون تي اطلاع ڏنو ويو پر پوليس موقعي تي نه پهتي ٻئي طرف ٨ هٿياربند مهتي ديرو تي چڙهائي ڪري هڪ شخص امام ڀاڳت کي اغوا ڪري ويا جڏهن ته ڪوٽڙي ڪبير ڀرسان شير محمد کي اغوا ڪيو ويو آهي. هوڏانهن جيڪا پوليس سگهيون پيلي ۾ ڌاڙيلن جي پويان وئي هئي سي خالي هٿين موٽي آئي. [1224,603,1417,741]
article-body: معاملن واري وفاقي وزير سينيٽر سرتاج عزيز چيو آهي ته سرڪاري شعبي جي ٣٥ يونٽن کي پهرئين مرحلي ۾ نجي شعبي ۾ ڏنو ويندو ۽ توقع آهي ته ملڪ جي اندر ۽ ٻاهر رهندڙ پاڪستاني خاص طور وچ اوڀر ۾ رهندڙ پاڪستاني ان سلسلي ۾ سٺو ردعمل ظاهر ڪندا. [412,879,601,967]
prize-bond-number-row: 035999 = 038741 = 040795 = [15,1928,188,1942]
ad-text-box [1233,1892,1624,2103]
article-body: سينٽرل ڪميٽي جي ميمبر عاشق سولنگي کي رات جو هڪ پوليس پارٽي سندس گهر تي ڇاپو هڻي گرفتار ڪري وٺي ياد رهي ته ١٩ مئي تي احتجاج واري سلسلي ۾ ڪيس گرفتار ڪيو ويو آهي. [4,1265,199,1328]
news-column-7 [1218,309,1421,1827]
article-headline: ڪشمور ۾ قتل [210,1514,400,1542]
news-column-3 [406,52,605,2246]
article-body: جهيڙا افواهه نه ڦهلجن، هو جسٽس ريٽائرڊ خالد محمود جي پٽ عمران خالد جي شادي جي تقريب ۾ اخبار وارن سان ڳالهائي رهيو هو. هن چيو ته فوج جو ڪم ملڪ جي سرحدن جي حفاظت آهي ۽ فوج سياست ۾ دخل نه ڏيندي. [1224,1365,1417,1440]
article-body: سوڀ ۽ وطن ڪاڻ ان تي زور ڏنو آهي ته سنڌ جي عوام کي متحد ٿي پنهنجي حقن لاءِ جدوجهد ڪرڻ گهرجي. سنڌ ۾ امن امان جي صورتحال بابت ڳالهائيندي هن چيو ته حڪومت ڌاڙيلن خلاف ڪارروائي ۾ ناڪام ٿي وئي آهي. هن چيو ته عوام جي جان ۽ مال جي حفاظت حڪومت جي ذميواري آهي. ملڪ ۾ جمهوريت جي بحالي لاءِ سڀني سياسي ڌرين کي گڏجي ڪم ڪرڻ گهرجي. هن وڌيڪ چيو ته پيپلز پارٽي عوام جي حقن لاءِ جدوجهد جاري رکندي ۽ ڪنهن به قرباني کان پوئتي نه هٽندي. [412,264,601,415]
